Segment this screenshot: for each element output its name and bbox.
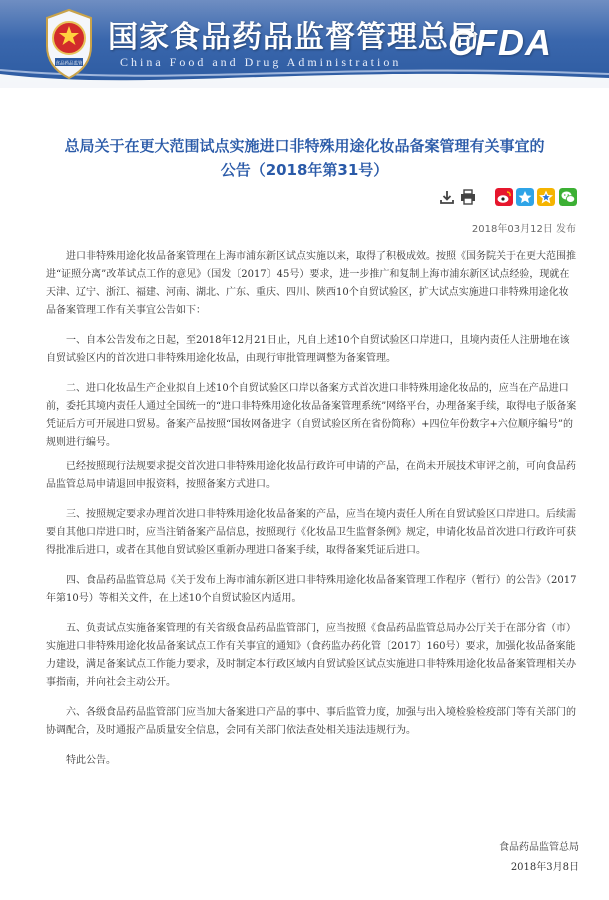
- article-title-line2: 公告（2018年第31号）: [220, 161, 389, 179]
- paragraph-item-4: 四、食品药品监管总局《关于发布上海市浦东新区进口非特殊用途化妆品备案管理工作程序（暂行）的公告》（2017年第10号）等相关文件，在上述10个自贸试验区内适用。: [46, 575, 577, 604]
- article-body: [46, 248, 578, 782]
- favorite-icon[interactable]: [537, 188, 555, 206]
- publish-date: 2018年03月12日 发布: [471, 224, 576, 235]
- paragraph-intro: 进口非特殊用途化妆品备案管理在上海市浦东新区试点实施以来，取得了积极成效。按照《国务院关于在更大范围推进“证照分离”改革试点工作的意见》（国发〔2017〕45号）要求，进一步推广和复制上海市浦东新区试点经验，现就在天津、辽宁、浙江、福建、河南、湖北、广东、重庆、四川、陕西10个自贸试验区，扩大试点实施进口非特殊用途化妆品备案管理工作有关事宜公告如下：: [46, 251, 576, 316]
- signature-date: 2018年3月8日: [510, 862, 579, 873]
- print-icon[interactable]: [459, 188, 477, 206]
- paragraph-item-2: 二、进口化妆品生产企业拟自上述10个自贸试验区口岸以备案方式首次进口非特殊用途化妆品的，应当在产品进口前，委托其境内责任人通过全国统一的“进口非特殊用途化妆品备案管理系统”网络平台，办理备案手续，取得电子版备案凭证后方可开展进口贸易。备案产品按照“国妆网备进字（自贸试验区所在省份简称）+四位年份数字+六位顺序编号”的规则进行编号。: [46, 383, 577, 448]
- wechat-icon[interactable]: [559, 188, 577, 206]
- emblem-text: 食品药品监管: [55, 61, 83, 67]
- cfda-emblem-icon: [43, 8, 95, 80]
- paragraph-item-3: 三、按照规定要求办理首次进口非特殊用途化妆品备案的产品，应当在境内责任人所在自贸试验区口岸进口。后续需要自其他口岸进口时，应当注销备案产品信息，按照现行《化妆品卫生监督条例》规定，申请化妆品首次进口行政许可获得批准后进口，或者在其他自贸试验区重新办理进口备案手续，取得备案凭证后进口。: [46, 509, 576, 556]
- site-title-en: China Food and Drug Administration: [120, 55, 402, 69]
- paragraph-closing: 特此公告。: [66, 755, 116, 766]
- weibo-icon[interactable]: [495, 188, 513, 206]
- signature-agency: 食品药品监管总局: [499, 842, 579, 853]
- article-title: [20, 134, 589, 182]
- paragraph-item-5: 五、负责试点实施备案管理的有关省级食品药品监管部门，应当按照《食品药品监管总局办公厅关于在部分省（市）实施进口非特殊用途化妆品备案试点工作有关事宜的通知》（食药监办药化管〔2017〕160号）要求，加强化妆品备案能力建设，满足备案试点工作能力要求，及时制定本行政区域内自贸试验区试点实施进口非特殊用途化妆品备案管理相关办事指南，并向社会主动公开。: [46, 623, 576, 688]
- paragraph-item-6: 六、各级食品药品监管部门应当加大备案进口产品的事中、事后监管力度，加强与出入境检验检疫部门等有关部门的协调配合，及时通报产品质量安全信息，会同有关部门依法查处相关违法违规行为。: [46, 707, 576, 736]
- qq-space-icon[interactable]: [516, 188, 534, 206]
- download-icon[interactable]: [438, 188, 456, 206]
- cfda-logo[interactable]: CFDA: [448, 22, 552, 63]
- paragraph-item-2-sub: 已经按照现行法规要求提交首次进口非特殊用途化妆品行政许可申请的产品，在尚未开展技术审评之前，可向食品药品监管总局申请退回申报资料，按照备案方式进口。: [46, 461, 576, 490]
- site-title-cn: 国家食品药品监督管理总局: [108, 20, 480, 55]
- article-title-line1: 总局关于在更大范围试点实施进口非特殊用途化妆品备案管理有关事宜的: [64, 137, 545, 155]
- site-banner: [0, 0, 609, 88]
- paragraph-item-1: 一、自本公告发布之日起，至2018年12月21日止，凡自上述10个自贸试验区口岸进口，且境内责任人注册地在该自贸试验区内的首次进口非特殊用途化妆品，由现行审批管理调整为备案管理。: [46, 335, 570, 364]
